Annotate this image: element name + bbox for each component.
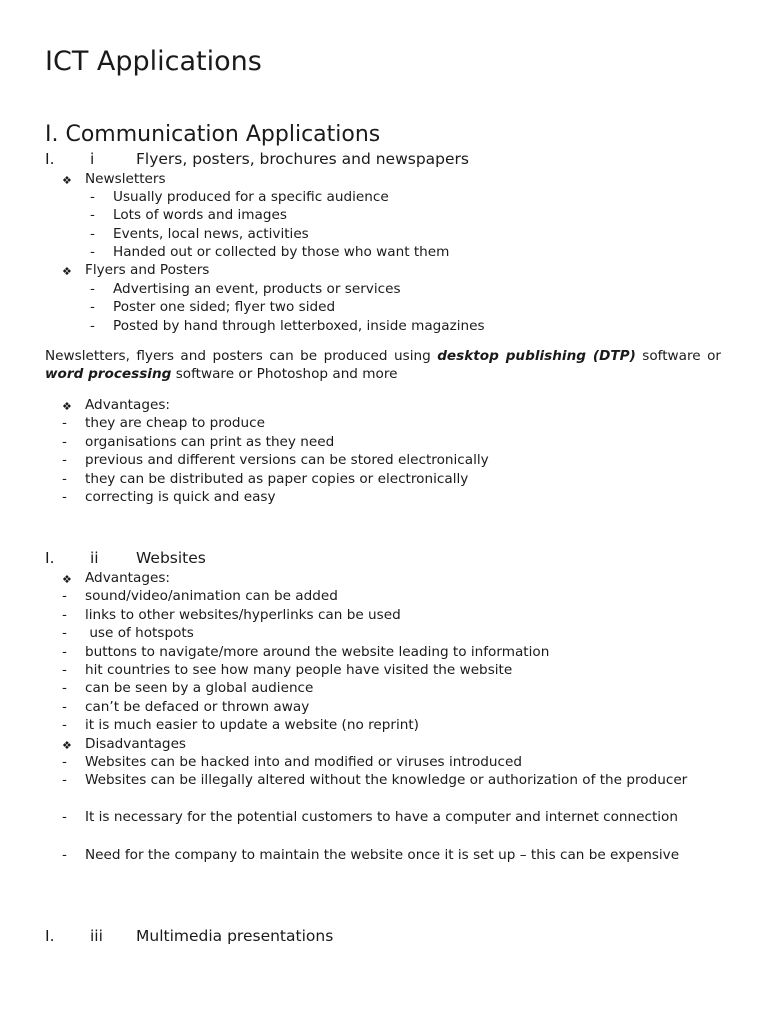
list-item [0, 470, 768, 488]
list-item [0, 225, 768, 243]
list-item-text: Handed out or collected by those who want them [113, 244, 450, 261]
dash-bullet-icon: - [62, 415, 67, 432]
subheading-text: Flyers, posters, brochures and newspapers [136, 150, 470, 168]
paragraph-text: software or [635, 348, 721, 364]
list-item-text: buttons to navigate/more around the website leading to information [85, 643, 550, 660]
diamond-bullet-icon: ❖ [62, 400, 72, 413]
subheading-number: I. [45, 150, 55, 168]
list-item-text: they are cheap to produce [85, 415, 265, 432]
diamond-bullet-icon: ❖ [62, 738, 72, 752]
list-item-text: it is much easier to update a website (no reprint) [85, 717, 419, 734]
list-item-text: links to other websites/hyperlinks can be used [85, 606, 401, 623]
flyers-bullet [0, 261, 768, 279]
list-item [0, 298, 768, 316]
list-item [0, 698, 768, 716]
list-item [0, 606, 768, 624]
document-title: ICT Applications [45, 46, 262, 77]
list-item-text: Usually produced for a specific audience [113, 188, 389, 205]
subheading-roman: i [90, 150, 95, 168]
subheading-number: I. [45, 927, 55, 945]
newsletters-block [0, 170, 768, 336]
dash-bullet-icon: - [62, 488, 67, 505]
dash-bullet-icon: - [62, 625, 67, 642]
list-item-text: use of hotspots [85, 625, 194, 642]
list-item-text: organisations can print as they need [85, 433, 335, 450]
diamond-bullet-icon: ❖ [62, 173, 72, 187]
advantages-websites-block [0, 569, 768, 771]
dash-bullet-icon: - [62, 588, 67, 605]
list-item-text: they can be distributed as paper copies or electronically [85, 470, 469, 487]
dash-bullet-icon: - [62, 643, 67, 660]
list-item [0, 451, 768, 469]
dash-bullet-icon: - [90, 317, 95, 334]
dash-bullet-icon: - [62, 809, 67, 825]
dash-bullet-icon: - [90, 244, 95, 261]
dtp-paragraph [45, 347, 721, 384]
subheading-text: Websites [136, 549, 206, 567]
flyers-label: Flyers and Posters [85, 262, 210, 279]
list-item-text: hit countries to see how many people have visited the website [85, 661, 513, 678]
dash-bullet-icon: - [62, 717, 67, 734]
disadvantages-bullet [0, 735, 768, 753]
list-item [0, 643, 768, 661]
dash-bullet-icon: - [62, 680, 67, 697]
advantages-label: Advantages: [85, 397, 170, 413]
dash-bullet-icon: - [62, 698, 67, 715]
dash-bullet-icon: - [62, 470, 67, 487]
newsletters-bullet [0, 170, 768, 188]
dash-bullet-icon: - [62, 847, 67, 863]
list-item-text: Poster one sided; flyer two sided [113, 299, 336, 316]
list-item-text: Lots of words and images [113, 207, 287, 224]
list-item-text: can’t be defaced or thrown away [85, 698, 310, 715]
disadvantages-label: Disadvantages [85, 735, 187, 752]
section-heading: I. Communication Applications [45, 122, 381, 147]
emphasis-dtp: desktop publishing (DTP) [437, 348, 636, 364]
subheading-websites [45, 548, 645, 568]
dash-bullet-icon: - [90, 188, 95, 205]
dash-bullet-icon: - [62, 753, 67, 770]
subheading-number: I. [45, 549, 55, 567]
dash-bullet-icon: - [62, 433, 67, 450]
advantages-label: Advantages: [85, 570, 170, 586]
list-item-text: Events, local news, activities [113, 225, 309, 242]
dash-bullet-icon: - [62, 661, 67, 678]
subheading-roman: ii [90, 549, 99, 567]
list-item [0, 317, 768, 335]
list-item [0, 206, 768, 224]
list-item-text: Advertising an event, products or services [113, 280, 401, 297]
dash-bullet-icon: - [62, 606, 67, 623]
list-item [0, 679, 768, 697]
list-item [0, 624, 768, 642]
list-item-text: Need for the company to maintain the website once it is set up – this can be expensive [85, 847, 680, 863]
newsletters-label: Newsletters [85, 170, 166, 187]
list-item [0, 433, 768, 451]
subheading-multimedia [45, 926, 645, 946]
list-item-text: sound/video/animation can be added [85, 588, 338, 605]
list-item [0, 587, 768, 605]
list-item [0, 716, 768, 734]
list-item-text: Posted by hand through letterboxed, inside magazines [113, 317, 485, 334]
paragraph-text: software or Photoshop and more [171, 366, 398, 383]
list-item-text: Websites can be hacked into and modified or viruses introduced [85, 753, 523, 770]
list-item [0, 280, 768, 298]
list-item-text: can be seen by a global audience [85, 680, 314, 697]
advantages-bullet [0, 396, 768, 414]
dash-bullet-icon: - [62, 772, 67, 788]
list-item [0, 243, 768, 261]
dash-bullet-icon: - [90, 280, 95, 297]
list-item-text: It is necessary for the potential customers to have a computer and internet connection [85, 809, 678, 825]
advantages-print-block [0, 396, 768, 506]
dash-bullet-icon: - [90, 225, 95, 242]
dash-bullet-icon: - [90, 207, 95, 224]
list-item [0, 188, 768, 206]
dash-bullet-icon: - [90, 299, 95, 316]
diamond-bullet-icon: ❖ [62, 265, 72, 279]
dash-bullet-icon: - [62, 452, 67, 469]
emphasis-word-processing: word processing [45, 366, 172, 383]
list-item-text: previous and different versions can be stored electronically [85, 452, 489, 469]
list-item [0, 488, 768, 506]
subheading-roman: iii [90, 927, 103, 945]
paragraph-text: Newsletters, flyers and posters can be produced using [45, 348, 438, 364]
list-item [0, 753, 768, 771]
subheading-flyers [45, 149, 645, 169]
diamond-bullet-icon: ❖ [62, 573, 72, 586]
list-item-text: Websites can be illegally altered without the knowledge or authorization of the producer [85, 772, 688, 788]
list-item-text: correcting is quick and easy [85, 488, 276, 505]
list-item [0, 414, 768, 432]
list-item [0, 661, 768, 679]
subheading-text: Multimedia presentations [136, 927, 334, 945]
advantages-bullet [0, 569, 768, 587]
